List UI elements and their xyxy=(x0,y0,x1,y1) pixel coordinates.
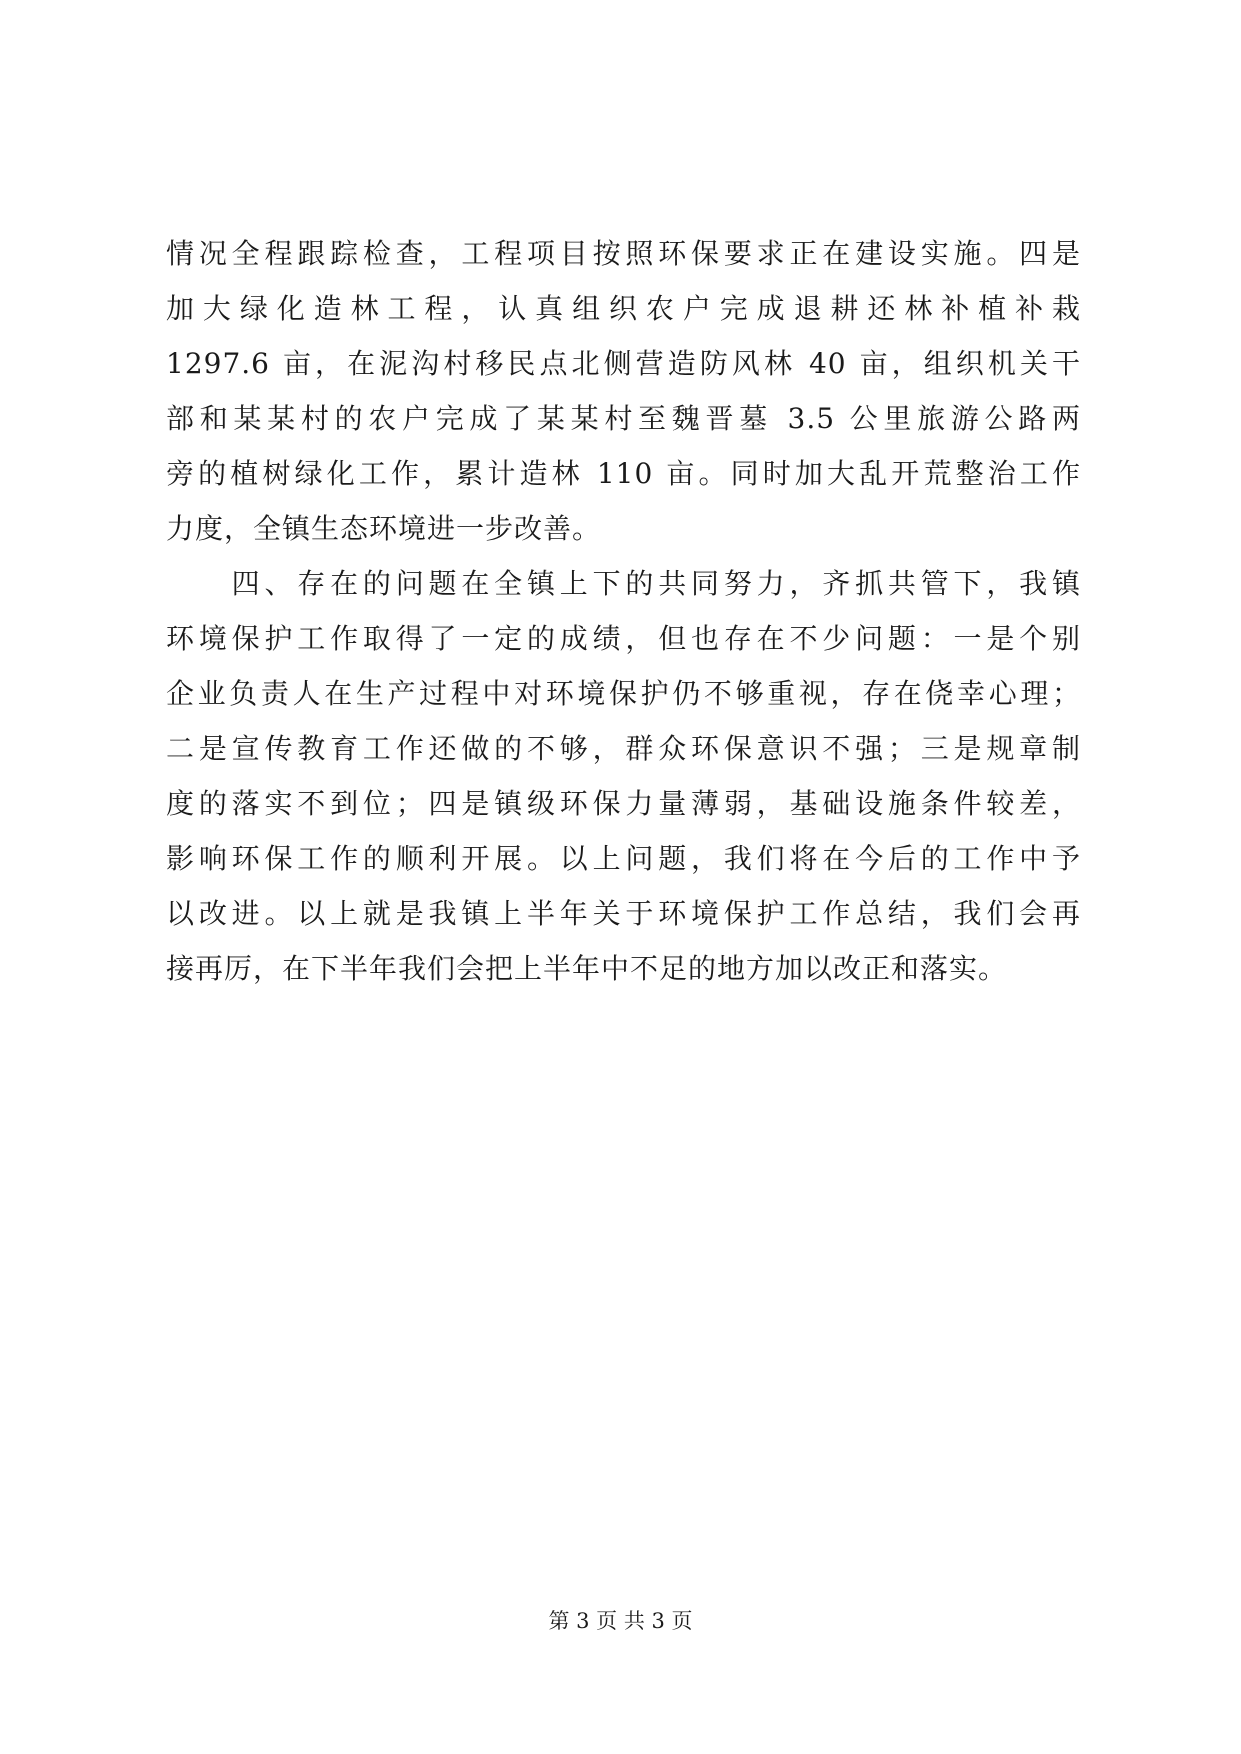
text-line: 情况全程跟踪检查，工程项目按照环保要求正在建设实施。四是 xyxy=(166,237,1081,270)
text-line: 度的落实不到位；四是镇级环保力量薄弱，基础设施条件较差， xyxy=(166,787,1081,820)
text-line: 加大绿化造林工程，认真组织农户完成退耕还林补植补栽 xyxy=(166,292,1081,325)
text-line: 四、存在的问题在全镇上下的共同努力，齐抓共管下，我镇 xyxy=(166,567,1081,600)
text-line: 力度，全镇生态环境进一步改善。 xyxy=(166,512,602,545)
text-line: 环境保护工作取得了一定的成绩，但也存在不少问题：一是个别 xyxy=(166,622,1081,655)
text-line: 以改进。以上就是我镇上半年关于环境保护工作总结，我们会再 xyxy=(166,897,1081,930)
text-line: 影响环保工作的顺利开展。以上问题，我们将在今后的工作中予 xyxy=(166,842,1081,875)
text-line: 接再厉，在下半年我们会把上半年中不足的地方加以改正和落实。 xyxy=(166,952,1008,985)
text-line: 二是宣传教育工作还做的不够，群众环保意识不强；三是规章制 xyxy=(166,732,1081,765)
page-number-footer: 第 3 页 共 3 页 xyxy=(548,1609,693,1633)
body-text xyxy=(166,226,1081,996)
paragraph-2 xyxy=(166,556,1081,996)
text-line: 企业负责人在生产过程中对环境保护仍不够重视，存在侥幸心理； xyxy=(166,677,1081,710)
paragraph-1 xyxy=(166,226,1081,556)
text-line: 旁的植树绿化工作，累计造林 110 亩。同时加大乱开荒整治工作 xyxy=(166,457,1081,490)
text-line: 部和某某村的农户完成了某某村至魏晋墓 3.5 公里旅游公路两 xyxy=(166,402,1081,435)
text-line: 1297.6 亩，在泥沟村移民点北侧营造防风林 40 亩，组织机关干 xyxy=(166,347,1081,380)
